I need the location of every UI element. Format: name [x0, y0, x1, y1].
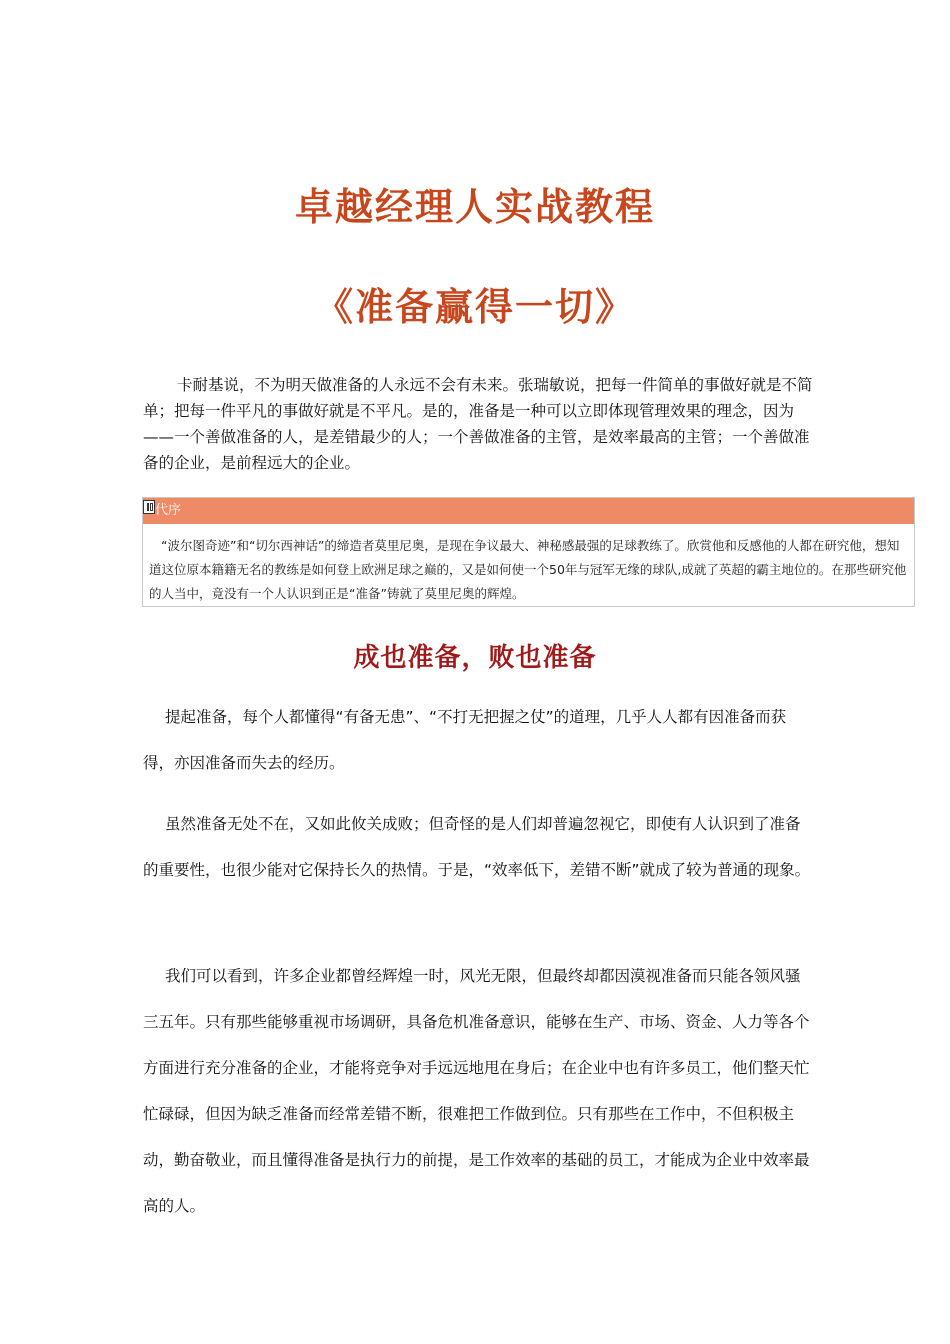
body-paragraph: 我们可以看到，许多企业都曾经辉煌一时，风光无限，但最终却都因漠视准备而只能各领风骚三五年。只有那些能够重视市场调研，具备危机准备意识，能够在生产、市场、资金、人力等各个方面进行充分准备的企业，才能将竞争对手远远地甩在身后；在企业中也有许多员工，他们整天忙忙碌碌，但因为缺乏准备而经常差错不断，很难把工作做到位。只有那些在工作中，不但积极主动，勤奋敬业，而且懂得准备是执行力的前提，是工作效率的基础的员工，才能成为企业中效率最高的人。 — [143, 967, 810, 1215]
body-paragraph: 提起准备，每个人都懂得“有备无患”、“不打无把握之仗”的道理，几乎人人都有因准备而获得，亦因准备而失去的经历。 — [143, 708, 787, 772]
section-heading: 成也准备，败也准备 — [353, 643, 597, 673]
intro-paragraph: 卡耐基说，不为明天做准备的人永远不会有未来。张瑞敏说，把每一件简单的事做好就是不简单；把每一件平凡的事做好就是不平凡。是的，准备是一种可以立即体现管理效果的理念，因为——一个善做准备的人，是差错最少的人；一个善做准备的主管，是效率最高的主管；一个善做准备的企业，是前程远大的企业。 — [143, 376, 813, 472]
document-title: 卓越经理人实战教程 — [294, 185, 655, 229]
preface-box — [142, 497, 915, 607]
preface-header-label: 代序 — [155, 503, 182, 518]
book-icon — [143, 500, 155, 514]
document-subtitle: 《准备赢得一切》 — [314, 285, 635, 329]
preface-header — [143, 498, 914, 524]
body-paragraph: 虽然准备无处不在，又如此攸关成败；但奇怪的是人们却普遍忽视它，即使有人认识到了准备的重要性，也很少能对它保持长久的热情。于是，“效率低下，差错不断”就成了较为普通的现象。 — [143, 815, 811, 879]
preface-body: “波尔图奇迹”和“切尔西神话”的缔造者莫里尼奥，是现在争议最大、神秘感最强的足球教练了。欣赏他和反感他的人都在研究他，想知道这位原本籍籍无名的教练是如何登上欧洲足球之巅的，又是如何使一个50年与冠军无缘的球队,成就了英超的霸主地位的。在那些研究他的人当中，竟没有一个人认识到正是“准备”铸就了莫里尼奥的辉煌。 — [149, 538, 907, 601]
